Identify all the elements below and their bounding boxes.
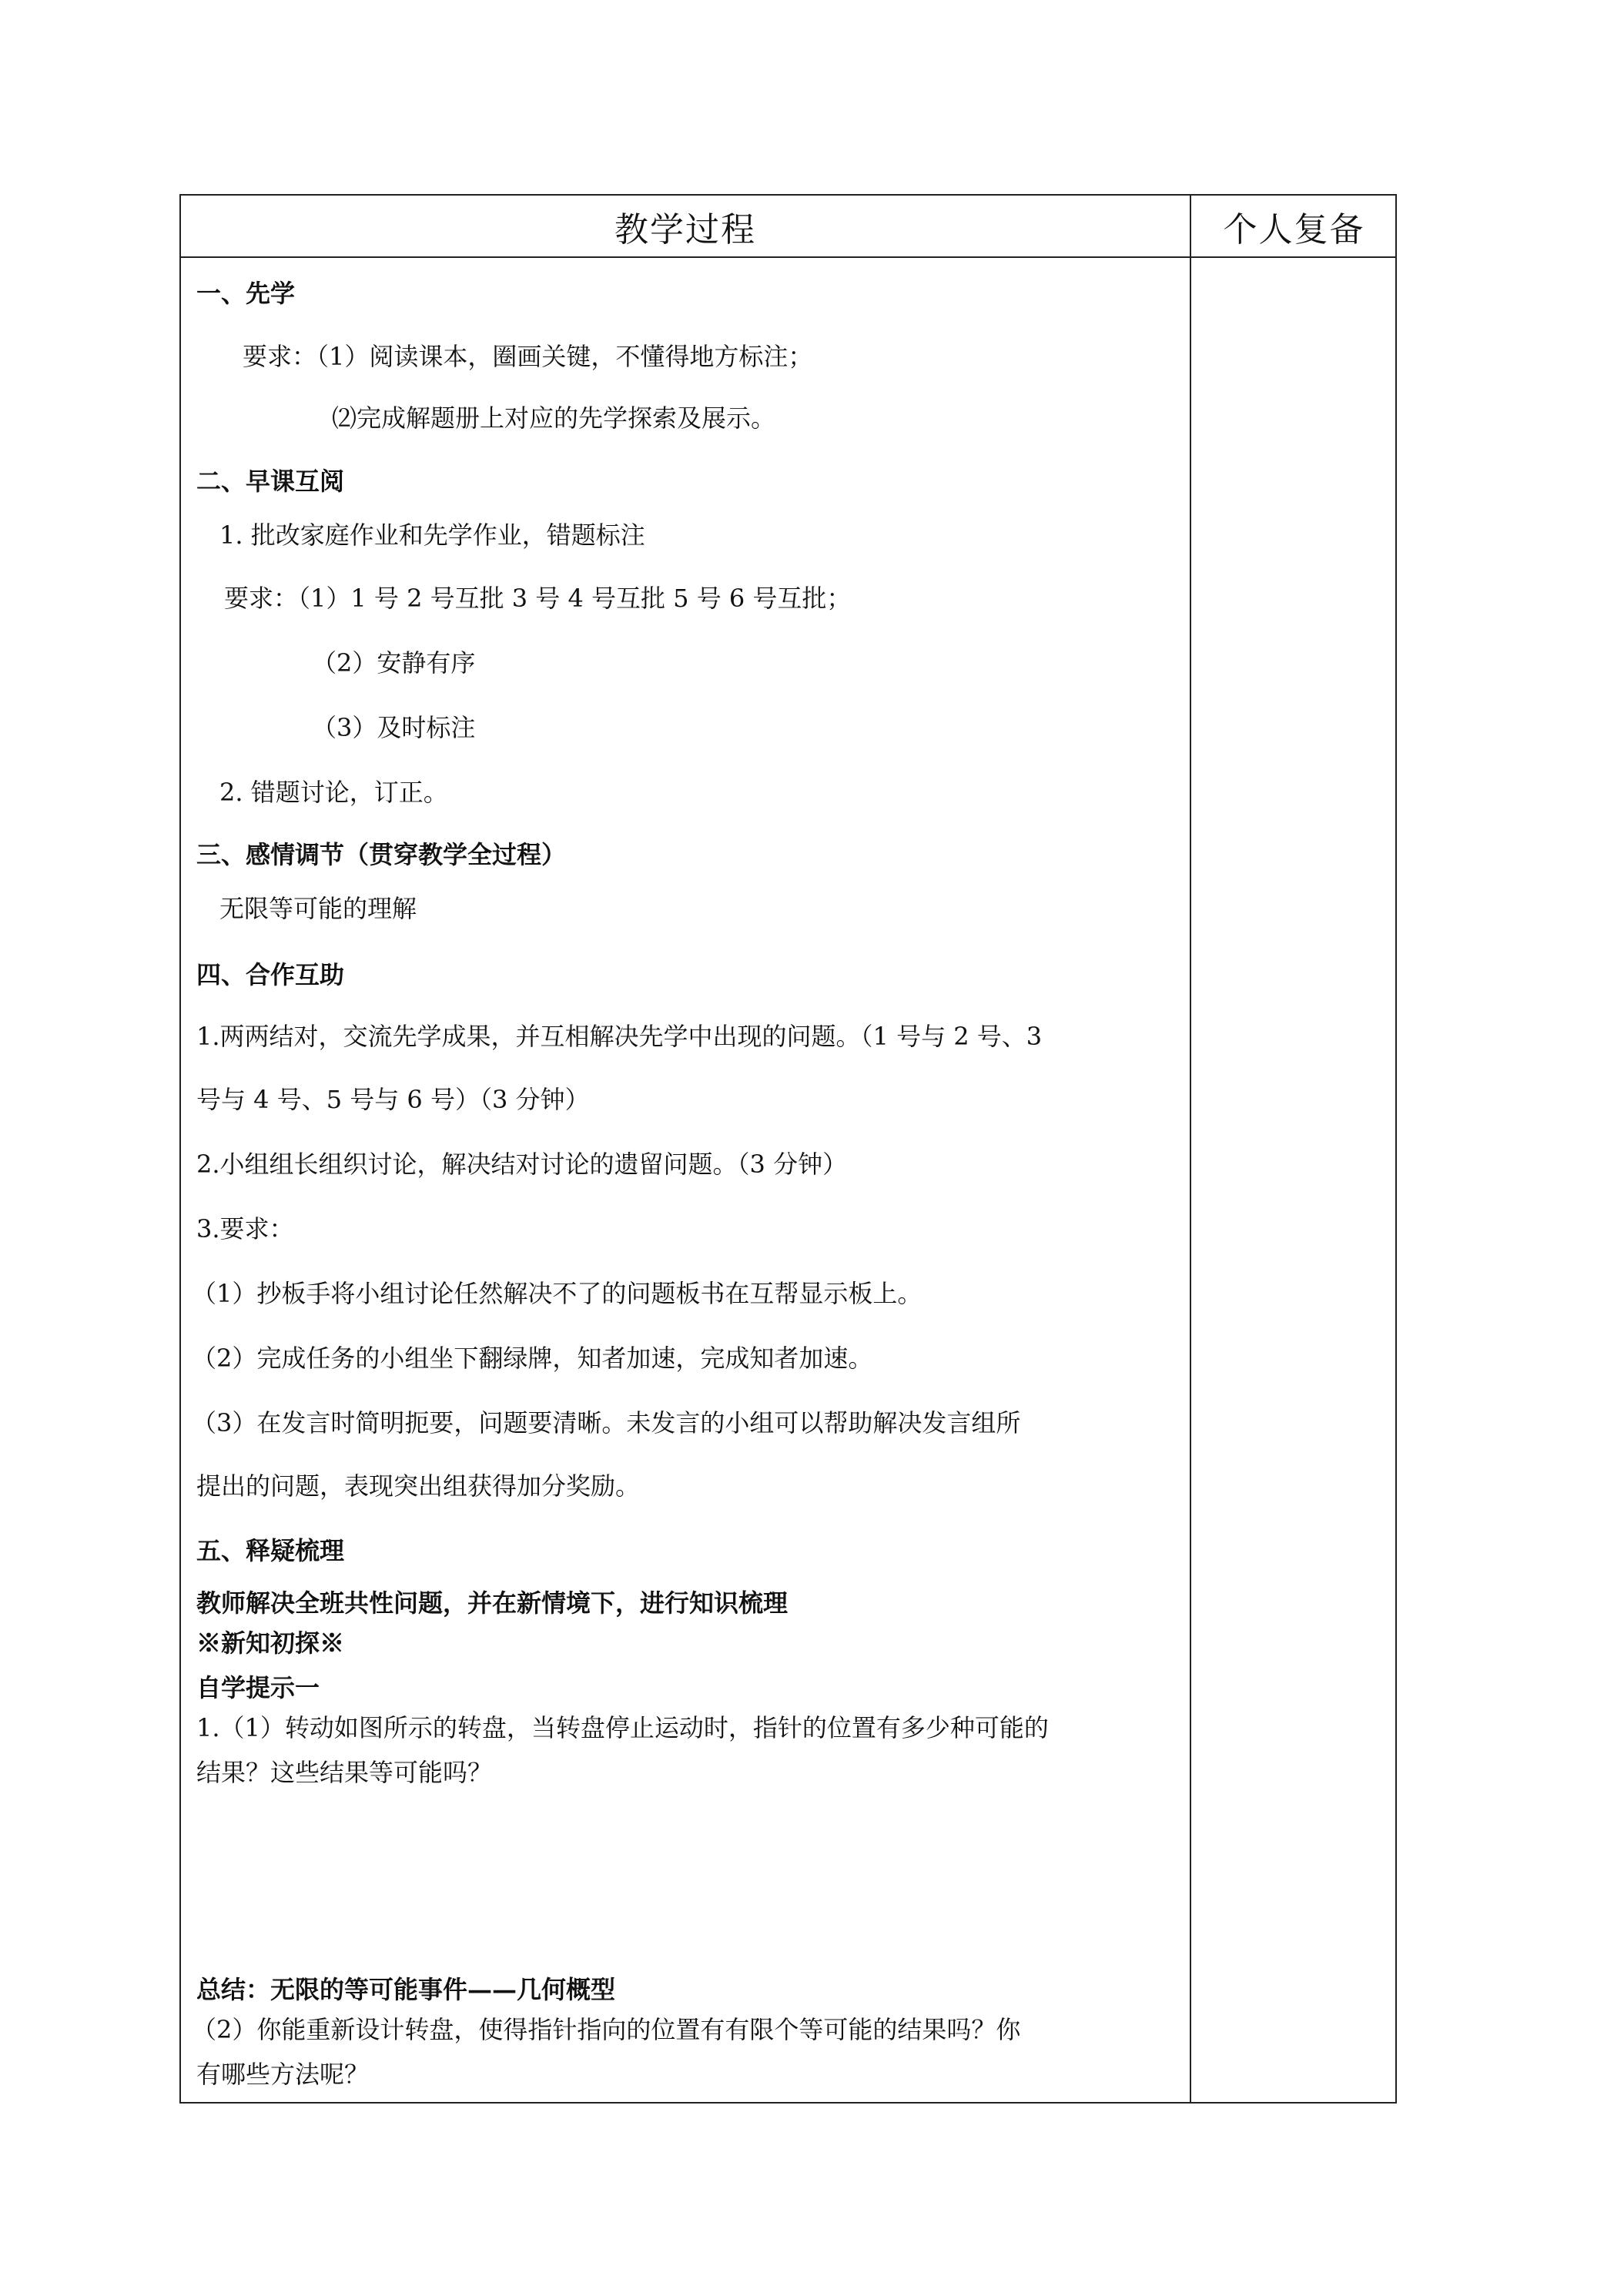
section-2-item-1: 1. 批改家庭作业和先学作业，错题标注 xyxy=(219,520,645,550)
section-5-question-1-line-2: 结果？这些结果等可能吗？ xyxy=(196,1758,493,1787)
section-5-summary: 总结：无限的等可能事件——几何概型 xyxy=(196,1975,616,2004)
table-header-row xyxy=(181,196,1395,258)
section-5-question-2-line-1: （2）你能重新设计转盘，使得指针指向的位置有有限个等可能的结果吗？你 xyxy=(192,2015,1021,2044)
section-4-requirement-3-line-1: （3）在发言时简明扼要，问题要清晰。未发言的小组可以帮助解决发言组所 xyxy=(192,1408,1021,1438)
section-5-subtitle: 教师解决全班共性问题，并在新情境下，进行知识梳理 xyxy=(196,1588,789,1618)
section-5-self-study-hint: 自学提示一 xyxy=(196,1673,320,1702)
section-4-requirement-1: （1）抄板手将小组讨论任然解决不了的问题板书在互帮显示板上。 xyxy=(192,1279,922,1308)
section-2-requirement-2: （2）安静有序 xyxy=(312,648,476,678)
section-2-title: 二、早课互阅 xyxy=(196,467,345,496)
section-4-requirement-2: （2）完成任务的小组坐下翻绿牌，知者加速，完成知者加速。 xyxy=(192,1344,873,1373)
section-1-requirement-2: ⑵完成解题册上对应的先学探索及展示。 xyxy=(332,403,776,433)
section-4-item-3: 3.要求： xyxy=(196,1214,294,1243)
section-4-requirement-3-line-2: 提出的问题，表现突出组获得加分奖励。 xyxy=(196,1471,641,1501)
section-2-item-2: 2. 错题讨论，订正。 xyxy=(219,778,448,807)
section-2-requirement-1: 要求：（1）1 号 2 号互批 3 号 4 号互批 5 号 6 号互批； xyxy=(224,584,852,613)
section-5-title: 五、释疑梳理 xyxy=(196,1536,345,1565)
section-3-title: 三、感情调节（贯穿教学全过程） xyxy=(196,840,567,869)
section-3-text: 无限等可能的理解 xyxy=(219,894,417,923)
column-divider xyxy=(1190,196,1191,2102)
section-5-new-knowledge: ※新知初探※ xyxy=(196,1628,345,1658)
section-1-title: 一、先学 xyxy=(196,279,296,308)
section-5-question-1-line-1: 1.（1）转动如图所示的转盘，当转盘停止运动时，指针的位置有多少种可能的 xyxy=(196,1713,1049,1742)
header-teaching-process: 教学过程 xyxy=(614,209,756,249)
lesson-plan-table xyxy=(179,194,1397,2104)
section-4-item-2: 2.小组组长组织讨论，解决结对讨论的遗留问题。（3 分钟） xyxy=(196,1150,848,1179)
section-4-item-1-line-1: 1.两两结对，交流先学成果，并互相解决先学中出现的问题。（1 号与 2 号、3 xyxy=(196,1022,1043,1051)
section-4-item-1-line-2: 号与 4 号、5 号与 6 号）（3 分钟） xyxy=(196,1085,590,1114)
section-5-question-2-line-2: 有哪些方法呢？ xyxy=(196,2060,370,2089)
section-1-requirement-1: 要求：（1）阅读课本，圈画关键，不懂得地方标注； xyxy=(243,342,813,371)
section-4-title: 四、合作互助 xyxy=(196,960,345,989)
header-personal-review: 个人复备 xyxy=(1223,209,1365,249)
section-2-requirement-3: （3）及时标注 xyxy=(312,713,476,742)
